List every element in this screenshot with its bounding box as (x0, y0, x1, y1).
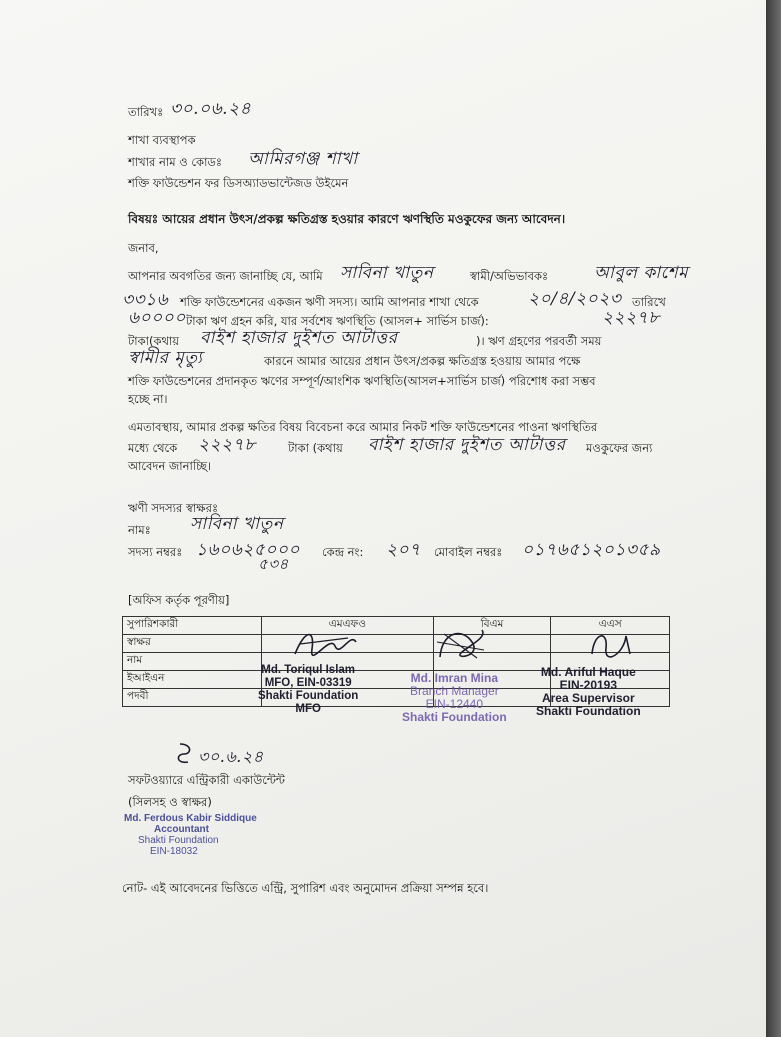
office-title: [অফিস কর্তৃক পূরণীয়] (128, 593, 230, 607)
mobile-handwritten: ০১৭৬৫১২০১৩৫৯ (522, 540, 661, 560)
para1-line2-a: শক্তি ফাউন্ডেশনের একজন ঋণী সদস্য। আমি আপনার শাখা থেকে (180, 295, 479, 309)
para1-line5-a: কারনে আমার আয়ের প্রধান উৎস/প্রকল্প ক্ষতিগ্রস্ত হওয়ায় আমার পক্ষে (264, 354, 581, 368)
guardian-handwritten: আবুল কাশেম (594, 263, 689, 283)
loan-amount-handwritten: ৬০০০০ (128, 308, 186, 328)
date-label: তারিখঃ (128, 105, 164, 119)
branch-label: শাখার নাম ও কোডঃ (128, 155, 223, 169)
loan-date-handwritten: ২০/৪/২০২৩ (528, 289, 622, 309)
member-sig-label: ঋণী সদস্যর স্বাক্ষরঃ (128, 501, 219, 515)
page-edge-shadow (766, 0, 781, 1037)
accountant-stamp: Md. Ferdous Kabir Siddique Accountant Shakti Foundation EIN-18032 (124, 813, 257, 857)
member-name-label: নামঃ (128, 523, 151, 537)
member-no-extra-handwritten: ৫৩৪ (258, 555, 289, 573)
date-handwritten: ৩০.০৬.২৪ (170, 99, 252, 119)
subject-line: বিষয়ঃ আয়ের প্রধান উৎস/প্রকল্প ক্ষতিগ্রস্ত হওয়ার কারণে ঋণস্থিতি মওকুফের জন্য আবেদন। (128, 212, 566, 226)
bm-signature (432, 622, 492, 664)
row-label-name: নাম (123, 653, 262, 671)
applicant-name-handwritten: সাবিনা খাতুন (340, 263, 434, 283)
col-mfo: এমএফও (262, 617, 434, 635)
footer-note: নোট- এই আবেদনের ভিত্তিতে এন্ট্রি, সুপারিশ এবং অনুমোদন প্রক্রিয়া সম্পন্ন হবে। (122, 881, 489, 895)
center-label: কেন্দ্র নং: (322, 545, 364, 559)
row-label-designation: পদবী (123, 689, 262, 707)
as-signature (586, 624, 636, 662)
mobile-label: মোবাইল নম্বরঃ (434, 545, 503, 559)
row-label-recommender: সুপারিশকারী (123, 617, 262, 635)
balance-handwritten: ২২২৭৮ (602, 308, 660, 328)
para1-line3-a: টাকা ঋণ গ্রহন করি, যার সর্বশেষ ঋণস্থিতি (আসল+ সার্ভিস চার্জ): (186, 314, 489, 328)
col-as: এএস (551, 617, 670, 635)
accountant-title: সফটওয়্যারে এন্ট্রিকারী একাউন্টেন্ট (128, 773, 285, 787)
mfo-signature (290, 624, 360, 662)
waiver-words-handwritten: বাইশ হাজার দুইশত আটাত্তর (368, 435, 566, 455)
para1-line1-a: আপনার অবগতির জন্য জানাচ্ছি যে, আমি (128, 269, 323, 283)
bm-stamp: Md. Imran Mina Branch Manager EIN-12440 Shakti Foundation (402, 671, 507, 724)
row-label-ein: ইআইএন (123, 671, 262, 689)
accountant-initial (174, 740, 198, 766)
accountant-date-handwritten: ৩০.৬.২৪ (198, 747, 264, 766)
salutation: জনাব, (128, 241, 159, 255)
addressee-line1: শাখা ব্যবস্থাপক (128, 133, 196, 147)
col-bm: বিএম (433, 617, 551, 635)
member-no-value-handwritten: ১৬০৬২৫০০০ (196, 540, 300, 560)
para2-line2-b: টাকা (কথায় (288, 441, 343, 455)
cause-handwritten: স্বামীর মৃত্যু (128, 348, 203, 368)
center-handwritten: ২০৭ (386, 540, 421, 560)
balance-words-handwritten: বাইশ হাজার দুইশত আটাত্তর (200, 328, 398, 348)
organization-name: শক্তি ফাউন্ডেশন ফর ডিসঅ্যাডভান্টেজড উইমেন (128, 176, 349, 190)
member-name-handwritten: সাবিনা খাতুন (190, 514, 284, 534)
member-no-handwritten: ৩৩১৬ (122, 290, 169, 310)
accountant-sub: (সিলসহ ও স্বাক্ষর) (128, 795, 212, 809)
member-no-label: সদস্য নম্বরঃ (128, 545, 183, 559)
as-stamp: Md. Ariful Haque EIN-20193 Area Supervisor Shakti Foundation (536, 665, 641, 718)
mfo-stamp: Md. Toriqul Islam MFO, EIN-03319 Shakti Foundation MFO (258, 664, 359, 715)
waiver-amount-handwritten: ২২২৭৮ (198, 435, 256, 455)
para2-line2-a: মধ্যে থেকে (128, 441, 178, 455)
para1-line4-b: )। ঋণ গ্রহণের পরবর্তী সময় (476, 334, 602, 348)
para1-line1-b: স্বামী/অভিভাবকঃ (470, 269, 549, 283)
para2-line3: আবেদন জানাচ্ছি। (128, 459, 212, 473)
row-label-signature: স্বাক্ষর (123, 635, 262, 653)
para2-line1: এমতাবস্থায়, আমার প্রকল্প ক্ষতির বিষয় বিবেচনা করে আমার নিকট শক্তি ফাউন্ডেশনের পাওনা ঋণস্থিতির (128, 420, 598, 434)
branch-handwritten: আমিরগঞ্জ শাখা (248, 149, 358, 169)
para1-line7: হচ্ছে না। (128, 392, 168, 406)
para1-line2-b: তারিখে (632, 295, 666, 309)
para1-line4-a: টাকা(কথায় (128, 334, 180, 348)
para1-line6: শক্তি ফাউন্ডেশনের প্রদানকৃত ঋণের সম্পূর্ণ/আংশিক ঋণস্থিতি(আসল+সার্ভিস চার্জ) পরিশোধ করা সম্ভব (128, 374, 596, 388)
para2-line2-c: মওকুফের জন্য (586, 441, 653, 455)
